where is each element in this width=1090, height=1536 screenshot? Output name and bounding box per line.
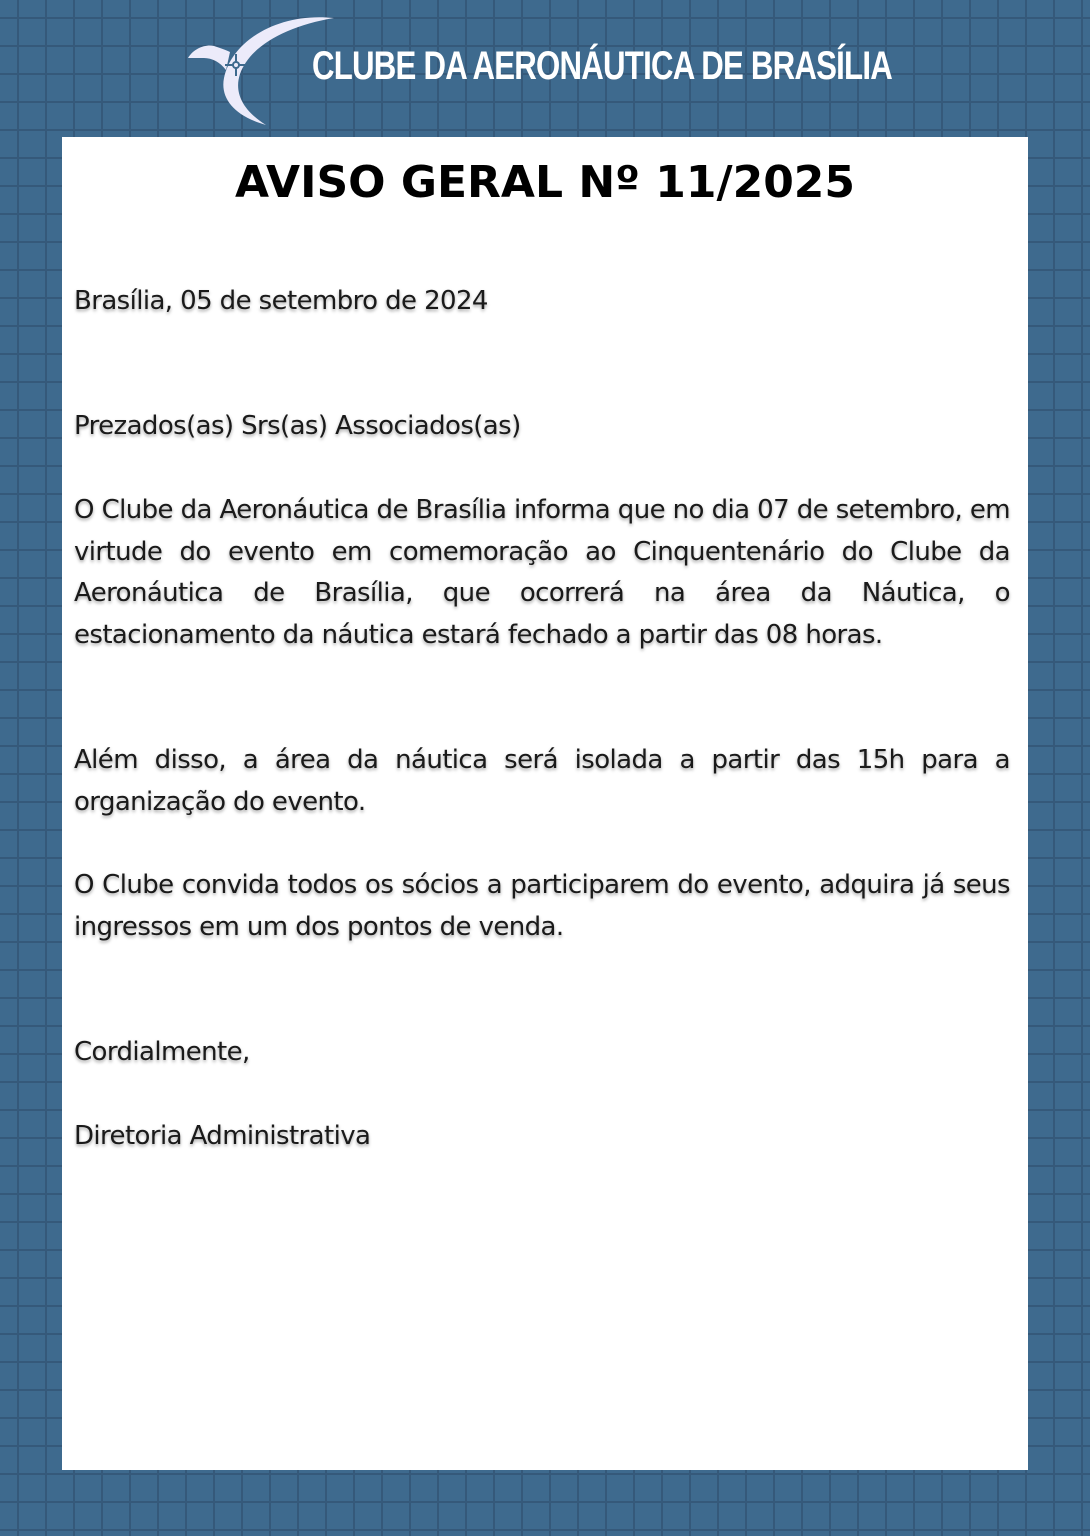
salutation: Prezados(as) Srs(as) Associados(as): [74, 411, 521, 441]
paragraph-area-isolation: Além disso, a área da náutica será isolada a partir das 15h para a organização do evento.: [74, 745, 1010, 817]
paragraph-event-notice: O Clube da Aeronáutica de Brasília informa que no dia 07 de setembro, em virtude do evento em comemoração ao Cinquentenário do Clube da Aeronáutica de Brasília, que ocorrerá na área da Náutica, o estacionamento da náutica estará fechado a partir das 08 horas.: [74, 495, 1010, 650]
club-name: CLUBE DA AERONÁUTICA DE BRASÍLIA: [312, 44, 892, 88]
signature: Diretoria Administrativa: [74, 1121, 371, 1151]
notice-panel: [62, 137, 1028, 1470]
paragraph-invitation: O Clube convida todos os sócios a participarem do evento, adquira já seus ingressos em um dos pontos de venda.: [74, 870, 1010, 942]
notice-title: AVISO GERAL Nº 11/2025: [234, 157, 856, 208]
date-line: Brasília, 05 de setembro de 2024: [74, 286, 488, 316]
closing: Cordialmente,: [74, 1037, 250, 1067]
header: [0, 0, 1090, 137]
